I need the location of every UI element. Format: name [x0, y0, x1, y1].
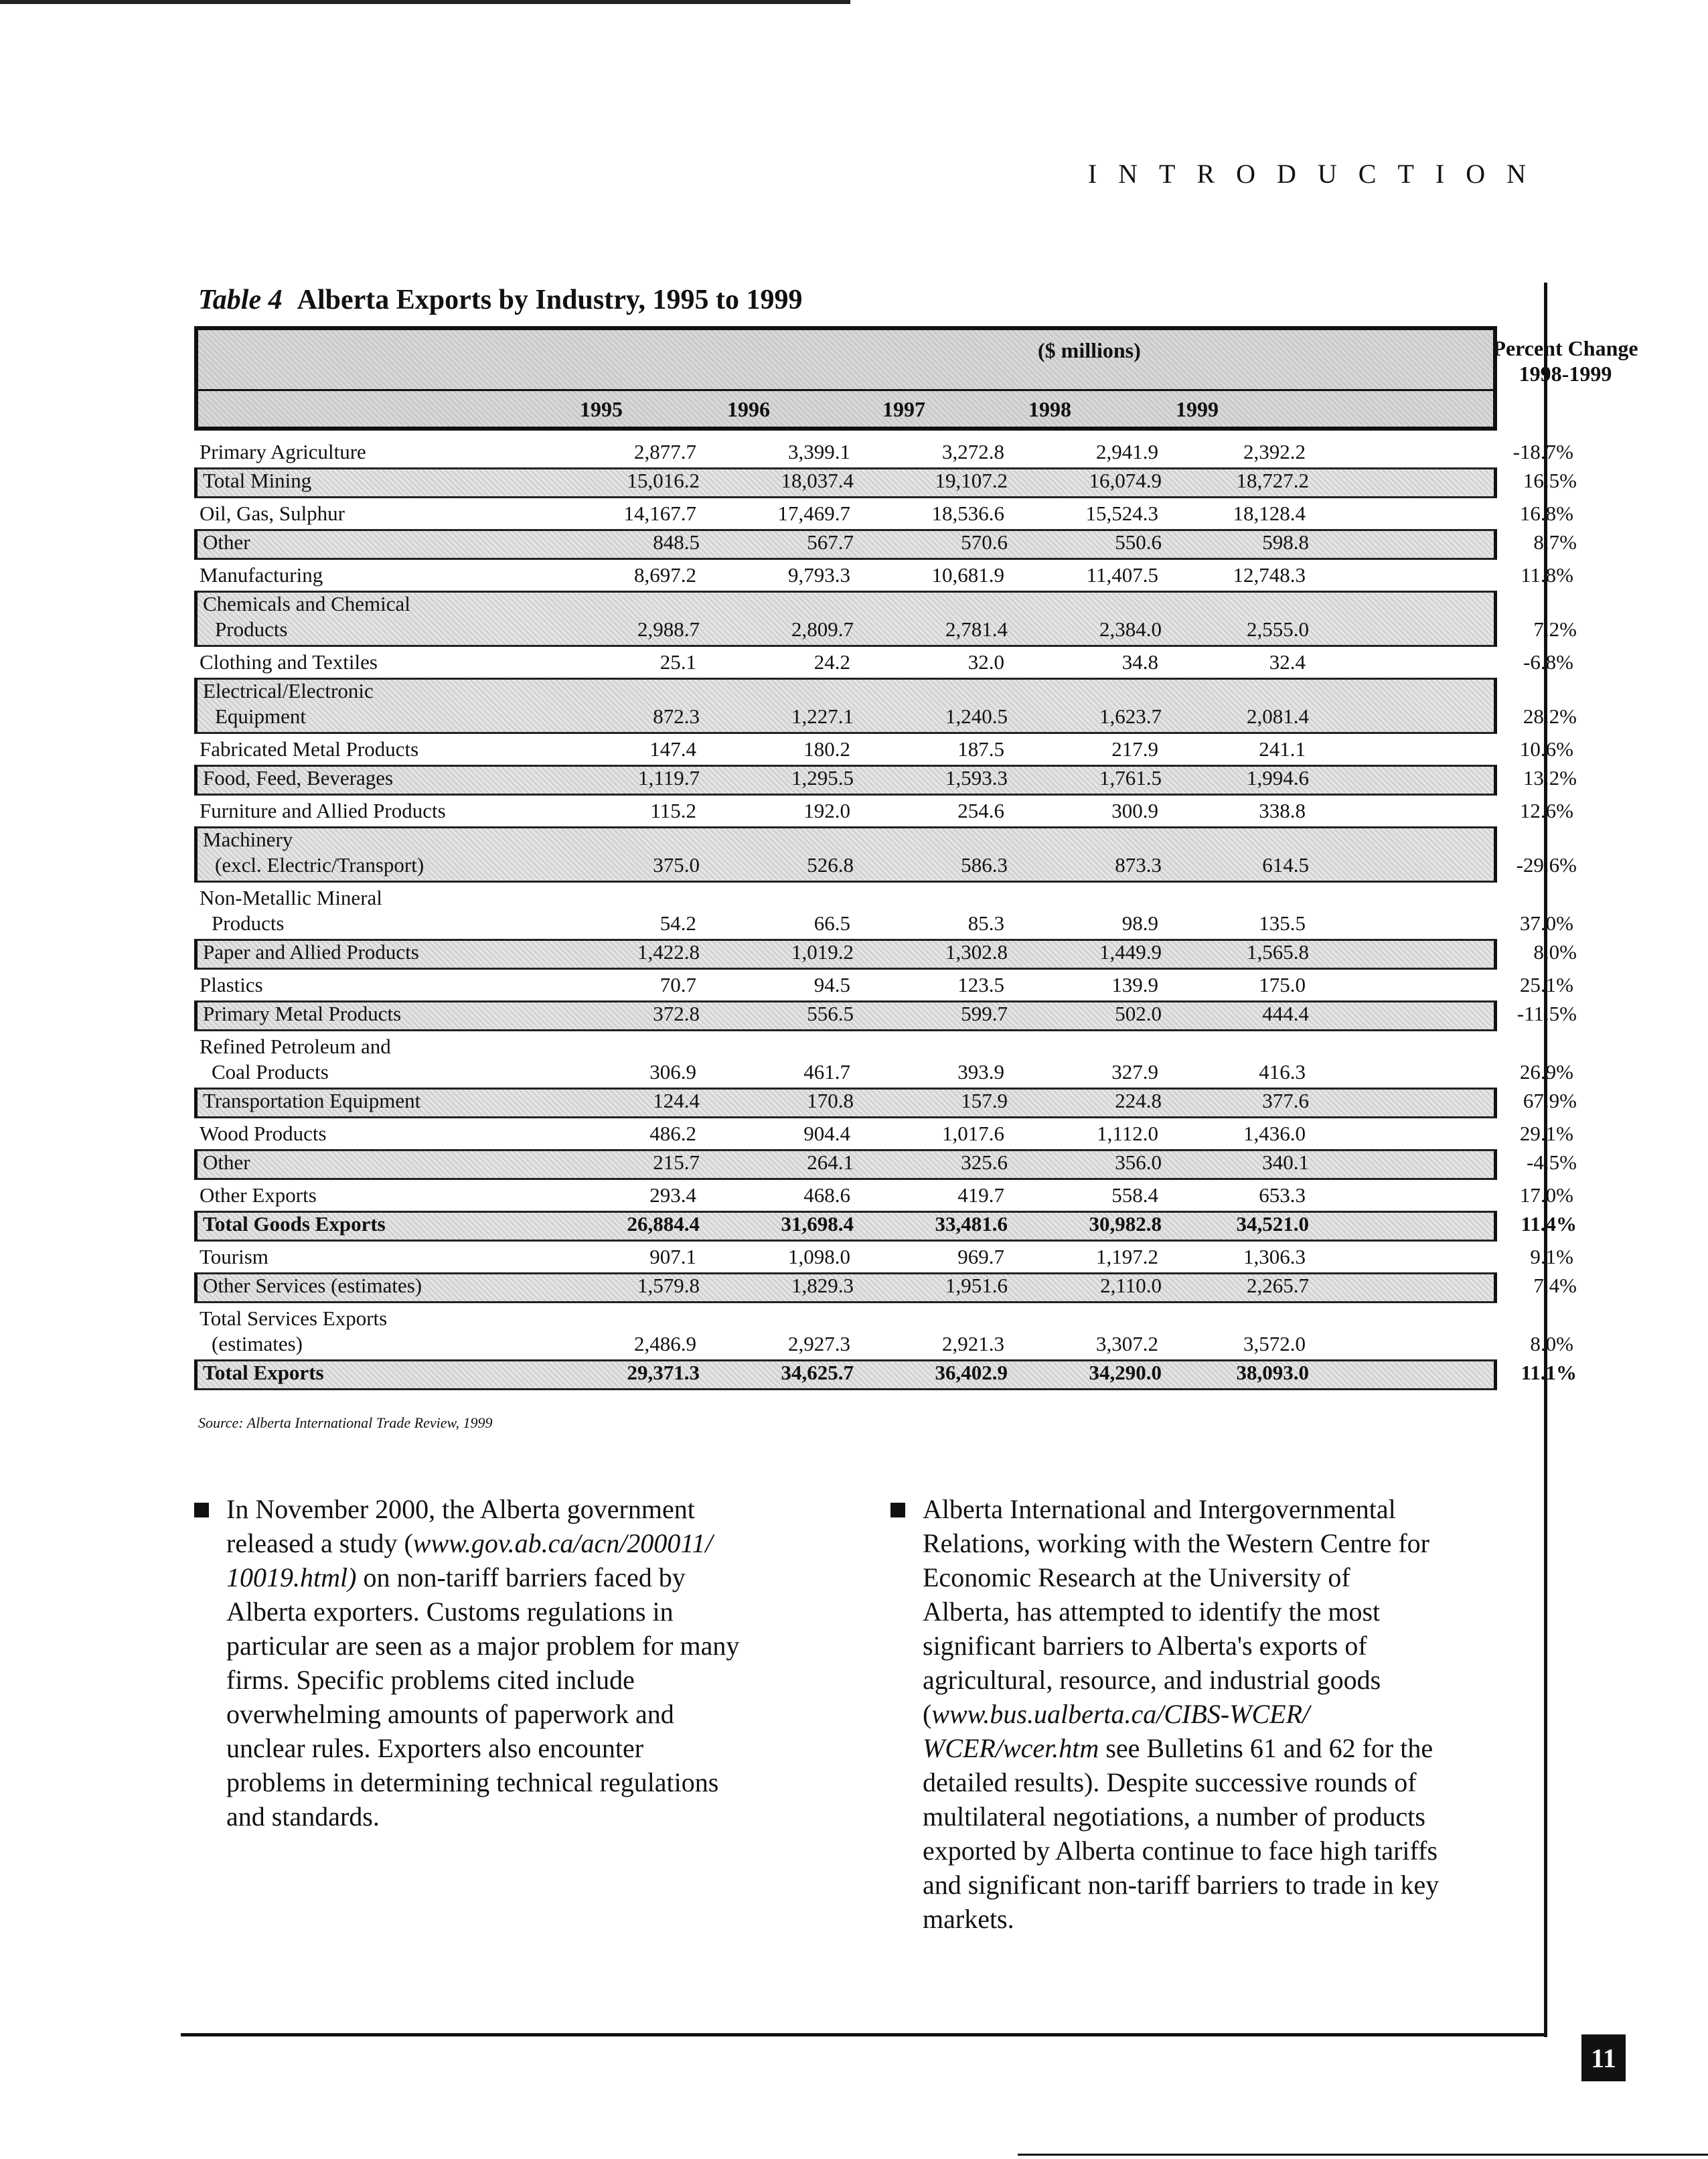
row-label-line: Chemicals and Chemical: [203, 592, 410, 615]
value-cell: 2,921.3: [942, 1332, 1004, 1355]
value-cell: 1,306.3: [1243, 1245, 1306, 1268]
row-label: [200, 501, 454, 526]
row-label-line: Primary Agriculture: [200, 440, 366, 463]
row-label: [203, 1001, 457, 1027]
row-label: [200, 737, 454, 762]
row-label: [200, 885, 454, 936]
value-cell: 486.2: [649, 1122, 696, 1145]
value-cell: 461.7: [803, 1060, 850, 1084]
value-cell: 17,469.7: [777, 502, 850, 525]
bullet-text-part: see Bulletins 61 and 62 for the detailed results). Despite successive rounds of multilateral negotiations, a number of products exported by Alberta continue to face high tariffs and significant non-tariff barriers to trade in key markets.: [923, 1733, 1440, 1934]
value-cell: 8,697.2: [634, 563, 696, 587]
table-row: [194, 1272, 1577, 1303]
table-header: [194, 326, 1638, 431]
value-cell: 1,593.3: [945, 766, 1008, 790]
value-cell: 192.0: [803, 799, 850, 822]
value-cell: 217.9: [1111, 737, 1158, 761]
row-label: [203, 1211, 457, 1237]
value-cell: 29,371.3: [627, 1361, 700, 1384]
row-label-line: Clothing and Textiles: [200, 650, 378, 674]
value-cell: 16,074.9: [1089, 469, 1162, 492]
value-cell: 54.2: [659, 911, 696, 935]
percent-change-cell: 7.2%: [1533, 617, 1577, 641]
value-cell: 175.0: [1259, 973, 1306, 996]
value-cell: 325.6: [961, 1150, 1008, 1174]
value-cell: 873.3: [1115, 853, 1162, 877]
table-row: [194, 1000, 1577, 1031]
value-cell: 2,941.9: [1096, 440, 1158, 463]
row-label: [203, 1273, 457, 1298]
table-source: Source: Alberta International Trade Review, 1999: [198, 1414, 493, 1431]
value-cell: 32.0: [967, 650, 1004, 674]
table-row: [194, 647, 1573, 678]
value-cell: 550.6: [1115, 530, 1162, 554]
value-cell: 1,227.1: [791, 704, 854, 728]
row-label-line: Electrical/Electronic: [203, 679, 374, 702]
year-header: 1996: [727, 397, 770, 421]
value-cell: 18,037.4: [781, 469, 854, 492]
value-cell: 3,572.0: [1243, 1332, 1306, 1355]
bullet-text: [923, 1492, 1440, 1936]
value-cell: 416.3: [1259, 1060, 1306, 1084]
value-cell: 34,625.7: [781, 1361, 854, 1384]
value-cell: 1,436.0: [1243, 1122, 1306, 1145]
value-cell: 567.7: [807, 530, 854, 554]
value-cell: 375.0: [653, 853, 700, 877]
bullet-marker: [890, 1503, 905, 1517]
row-label-line: Other: [203, 1150, 250, 1174]
row-label: [203, 827, 457, 878]
percent-change-cell: 25.1%: [1519, 973, 1573, 996]
value-cell: 377.6: [1262, 1089, 1309, 1112]
value-cell: 300.9: [1111, 799, 1158, 822]
value-cell: 338.8: [1259, 799, 1306, 822]
bottom-rule: [181, 2033, 1547, 2036]
row-label: [200, 439, 454, 465]
percent-change-cell: 28.2%: [1523, 704, 1577, 728]
study-link[interactable]: www.gov.ab.ca/acn/200011/ 10019.html): [226, 1528, 713, 1592]
value-cell: 969.7: [957, 1245, 1004, 1268]
year-header: 1995: [580, 397, 623, 421]
row-label: [200, 1121, 454, 1146]
percent-change-cell: 29.1%: [1519, 1122, 1573, 1145]
value-cell: 2,265.7: [1247, 1274, 1309, 1297]
value-cell: 224.8: [1115, 1089, 1162, 1112]
row-label: [203, 591, 457, 642]
percent-change-cell: 11.8%: [1521, 563, 1573, 587]
row-label: [200, 798, 454, 824]
page-number: 11: [1581, 2034, 1626, 2081]
value-cell: 1,019.2: [791, 940, 854, 964]
table-row: [194, 678, 1577, 734]
percent-change-cell: 8.7%: [1533, 530, 1577, 554]
value-cell: 36,402.9: [935, 1361, 1008, 1384]
row-label: [200, 1244, 454, 1270]
row-label: [203, 678, 457, 729]
bullet-text-part: In November 2000, the Alberta government released a study (: [226, 1494, 695, 1558]
top-rule: [0, 0, 850, 4]
value-cell: 12,748.3: [1233, 563, 1306, 587]
value-cell: 19,107.2: [935, 469, 1008, 492]
row-label-line: Transportation Equipment: [203, 1089, 421, 1112]
row-label-line: Coal Products: [212, 1060, 329, 1084]
value-cell: 2,988.7: [637, 617, 700, 641]
table-row: [194, 1031, 1573, 1088]
value-cell: 2,384.0: [1099, 617, 1162, 641]
percent-change-cell: 8.0%: [1530, 1332, 1573, 1355]
table-row: [194, 498, 1573, 529]
value-cell: 306.9: [649, 1060, 696, 1084]
value-cell: 904.4: [803, 1122, 850, 1145]
value-cell: 526.8: [807, 853, 854, 877]
value-cell: 187.5: [957, 737, 1004, 761]
value-cell: 15,016.2: [627, 469, 700, 492]
row-label-line: Total Goods Exports: [203, 1212, 386, 1236]
table-row: [194, 1359, 1577, 1390]
value-cell: 1,112.0: [1097, 1122, 1158, 1145]
bullet-paragraph-left: [194, 1492, 743, 1834]
value-cell: 18,536.6: [931, 502, 1004, 525]
value-cell: 157.9: [961, 1089, 1008, 1112]
value-cell: 1,951.6: [945, 1274, 1008, 1297]
value-cell: 1,295.5: [791, 766, 854, 790]
table-row: [194, 560, 1573, 591]
row-label-line: Other: [203, 530, 250, 554]
year-header: 1999: [1176, 397, 1219, 421]
value-cell: 558.4: [1111, 1183, 1158, 1207]
value-cell: 10,681.9: [931, 563, 1004, 587]
table-number: Table 4: [198, 285, 283, 315]
percent-change-cell: 16.5%: [1523, 469, 1577, 492]
value-cell: 180.2: [803, 737, 850, 761]
value-cell: 614.5: [1262, 853, 1309, 877]
row-label-line: Tourism: [200, 1245, 268, 1268]
row-label-line: (estimates): [212, 1332, 303, 1355]
row-label-line: Non-Metallic Mineral: [200, 886, 382, 909]
row-label-line: (excl. Electric/Transport): [215, 853, 424, 877]
percent-change-cell: -29.6%: [1516, 853, 1577, 877]
value-cell: 1,829.3: [791, 1274, 854, 1297]
percent-change-cell: 17.0%: [1519, 1183, 1573, 1207]
percent-change-cell: 26.9%: [1519, 1060, 1573, 1084]
value-cell: 26,884.4: [627, 1212, 700, 1236]
value-cell: 599.7: [961, 1002, 1008, 1025]
value-cell: 1,240.5: [945, 704, 1008, 728]
value-cell: 419.7: [957, 1183, 1004, 1207]
value-cell: 66.5: [813, 911, 850, 935]
value-cell: 70.7: [659, 973, 696, 996]
value-cell: 264.1: [807, 1150, 854, 1174]
value-cell: 598.8: [1262, 530, 1309, 554]
row-label: [200, 972, 454, 998]
row-label: [200, 563, 454, 588]
table-title: [198, 284, 803, 316]
value-cell: 38,093.0: [1236, 1361, 1309, 1384]
row-label-line: Products: [212, 911, 285, 935]
value-cell: 3,307.2: [1096, 1332, 1158, 1355]
table-row: [194, 467, 1577, 498]
value-cell: 11,407.5: [1086, 563, 1158, 587]
bottom-edge-line: [1018, 2154, 1708, 2156]
value-cell: 25.1: [659, 650, 696, 674]
value-cell: 170.8: [807, 1089, 854, 1112]
table-row: [194, 1211, 1577, 1242]
percent-change-cell: 8.0%: [1533, 940, 1577, 964]
value-cell: 85.3: [967, 911, 1004, 935]
value-cell: 1,761.5: [1099, 766, 1162, 790]
header-divider: [198, 389, 1493, 391]
value-cell: 1,565.8: [1247, 940, 1309, 964]
running-head: INTRODUCTION: [1087, 159, 1547, 189]
bullet-text: [226, 1492, 743, 1834]
value-cell: 2,927.3: [788, 1332, 850, 1355]
value-cell: 570.6: [961, 530, 1008, 554]
value-cell: 2,486.9: [634, 1332, 696, 1355]
units-header: ($ millions): [1038, 338, 1141, 362]
value-cell: 356.0: [1115, 1150, 1162, 1174]
value-cell: 1,017.6: [942, 1122, 1004, 1145]
table-caption: Alberta Exports by Industry, 1995 to 1999: [297, 285, 803, 315]
year-header: 1997: [882, 397, 925, 421]
row-label-line: Other Exports: [200, 1183, 317, 1207]
value-cell: 9,793.3: [788, 563, 850, 587]
value-cell: 340.1: [1262, 1150, 1309, 1174]
value-cell: 32.4: [1269, 650, 1306, 674]
percent-change-line1: Percent Change: [1492, 336, 1638, 360]
value-cell: 1,623.7: [1099, 704, 1162, 728]
value-cell: 2,877.7: [634, 440, 696, 463]
value-cell: 2,110.0: [1100, 1274, 1162, 1297]
bullet-marker: [194, 1503, 209, 1517]
value-cell: 215.7: [653, 1150, 700, 1174]
percent-change-cell: 37.0%: [1519, 911, 1573, 935]
percent-change-header: [1465, 336, 1666, 386]
row-label-line: Total Mining: [203, 469, 312, 492]
value-cell: 18,727.2: [1236, 469, 1309, 492]
value-cell: 468.6: [803, 1183, 850, 1207]
table-row: [194, 796, 1573, 826]
value-cell: 139.9: [1111, 973, 1158, 996]
row-label-line: Oil, Gas, Sulphur: [200, 502, 345, 525]
table-row: [194, 1088, 1577, 1118]
percent-change-cell: 11.4%: [1521, 1212, 1577, 1236]
table-row: [194, 1242, 1573, 1272]
value-cell: 907.1: [649, 1245, 696, 1268]
bulletins-link[interactable]: www.bus.ualberta.ca/CIBS-WCER/ WCER/wcer.htm: [923, 1699, 1310, 1763]
table-row: [194, 765, 1577, 796]
value-cell: 2,555.0: [1247, 617, 1309, 641]
row-label-line: Refined Petroleum and: [200, 1035, 391, 1058]
value-cell: 586.3: [961, 853, 1008, 877]
value-cell: 94.5: [813, 973, 850, 996]
table-row: [194, 591, 1577, 647]
percent-change-line2: 1998-1999: [1519, 362, 1612, 386]
value-cell: 135.5: [1259, 911, 1306, 935]
row-label: [203, 530, 457, 555]
percent-change-cell: -4.5%: [1527, 1150, 1577, 1174]
row-label: [203, 765, 457, 791]
value-cell: 15,524.3: [1085, 502, 1158, 525]
value-cell: 30,982.8: [1089, 1212, 1162, 1236]
year-header: 1998: [1028, 397, 1071, 421]
table-row: [194, 1180, 1573, 1211]
table-row: [194, 1149, 1577, 1180]
percent-change-cell: -11.5%: [1517, 1002, 1577, 1025]
value-cell: 1,098.0: [788, 1245, 850, 1268]
table-row: [194, 883, 1573, 939]
table-row: [194, 939, 1577, 970]
percent-change-cell: 12.6%: [1519, 799, 1573, 822]
table-row: [194, 826, 1577, 883]
row-label-line: Total Exports: [203, 1361, 324, 1384]
value-cell: 254.6: [957, 799, 1004, 822]
value-cell: 98.9: [1121, 911, 1158, 935]
value-cell: 872.3: [653, 704, 700, 728]
value-cell: 1,449.9: [1099, 940, 1162, 964]
row-label-line: Wood Products: [200, 1122, 327, 1145]
row-label: [203, 468, 457, 494]
row-label: [200, 1183, 454, 1208]
value-cell: 2,081.4: [1247, 704, 1309, 728]
table-row: [194, 529, 1577, 560]
row-label-line: Plastics: [200, 973, 263, 996]
row-label-line: Equipment: [215, 704, 307, 728]
value-cell: 653.3: [1259, 1183, 1306, 1207]
row-label: [203, 1088, 457, 1114]
value-cell: 2,809.7: [791, 617, 854, 641]
row-label-line: Manufacturing: [200, 563, 323, 587]
row-label-line: Other Services (estimates): [203, 1274, 422, 1297]
bullet-text-part: Alberta International and Intergovernmental Relations, working with the Western Centre for Economic Research at the University of Alberta, has attempted to identify the most significant barriers to Alberta's exports of agricultural, resource, and industrial goods (: [923, 1494, 1429, 1729]
value-cell: 123.5: [957, 973, 1004, 996]
value-cell: 31,698.4: [781, 1212, 854, 1236]
value-cell: 2,781.4: [945, 617, 1008, 641]
table-row: [194, 1303, 1573, 1359]
value-cell: 1,579.8: [637, 1274, 700, 1297]
value-cell: 1,197.2: [1096, 1245, 1158, 1268]
value-cell: 2,392.2: [1243, 440, 1306, 463]
row-label: [200, 1034, 454, 1085]
percent-change-cell: -6.8%: [1523, 650, 1573, 674]
value-cell: 1,994.6: [1247, 766, 1309, 790]
percent-change-cell: 9.1%: [1530, 1245, 1573, 1268]
value-cell: 1,119.7: [638, 766, 700, 790]
value-cell: 327.9: [1111, 1060, 1158, 1084]
row-label: [203, 1360, 457, 1386]
value-cell: 393.9: [957, 1060, 1004, 1084]
value-cell: 18,128.4: [1233, 502, 1306, 525]
row-label-line: Products: [215, 617, 288, 641]
value-cell: 34,521.0: [1236, 1212, 1309, 1236]
value-cell: 33,481.6: [935, 1212, 1008, 1236]
value-cell: 293.4: [649, 1183, 696, 1207]
row-label: [200, 650, 454, 675]
bullet-paragraph-right: [890, 1492, 1440, 1936]
value-cell: 124.4: [653, 1089, 700, 1112]
table-row: [194, 970, 1573, 1000]
row-label-line: Furniture and Allied Products: [200, 799, 446, 822]
value-cell: 1,422.8: [637, 940, 700, 964]
row-label-line: Fabricated Metal Products: [200, 737, 419, 761]
percent-change-cell: 11.1%: [1521, 1361, 1577, 1384]
table-row: [194, 734, 1573, 765]
value-cell: 241.1: [1259, 737, 1306, 761]
percent-change-cell: 10.6%: [1519, 737, 1573, 761]
row-label: [203, 940, 457, 965]
value-cell: 14,167.7: [623, 502, 696, 525]
row-label: [203, 1150, 457, 1175]
percent-change-cell: 13.2%: [1523, 766, 1577, 790]
row-label-line: Paper and Allied Products: [203, 940, 419, 964]
percent-change-cell: 7.4%: [1533, 1274, 1577, 1297]
value-cell: 1,302.8: [945, 940, 1008, 964]
table-body: [194, 437, 1577, 1390]
percent-change-cell: 67.9%: [1523, 1089, 1577, 1112]
value-cell: 3,272.8: [942, 440, 1004, 463]
value-cell: 34,290.0: [1089, 1361, 1162, 1384]
row-label-line: Total Services Exports: [200, 1307, 388, 1330]
percent-change-cell: 16.8%: [1519, 502, 1573, 525]
value-cell: 502.0: [1115, 1002, 1162, 1025]
row-label-line: Primary Metal Products: [203, 1002, 402, 1025]
row-label-line: Food, Feed, Beverages: [203, 766, 394, 790]
row-label-line: Machinery: [203, 828, 293, 851]
value-cell: 444.4: [1262, 1002, 1309, 1025]
value-cell: 24.2: [813, 650, 850, 674]
table-row: [194, 437, 1573, 467]
bullet-text-part: on non-tariff barriers faced by Alberta exporters. Customs regulations in particular are seen as a major problem for many firms. Specific problems cited include overwhelming amounts of paperwork and unclear rules. Exporters also encounter problems in determining technical regulations and standards.: [226, 1562, 740, 1832]
percent-change-cell: -18.7%: [1512, 440, 1573, 463]
value-cell: 34.8: [1121, 650, 1158, 674]
value-cell: 556.5: [807, 1002, 854, 1025]
value-cell: 848.5: [653, 530, 700, 554]
value-cell: 372.8: [653, 1002, 700, 1025]
table-row: [194, 1118, 1573, 1149]
value-cell: 147.4: [649, 737, 696, 761]
row-label: [200, 1306, 454, 1357]
value-cell: 3,399.1: [788, 440, 850, 463]
value-cell: 115.2: [650, 799, 696, 822]
